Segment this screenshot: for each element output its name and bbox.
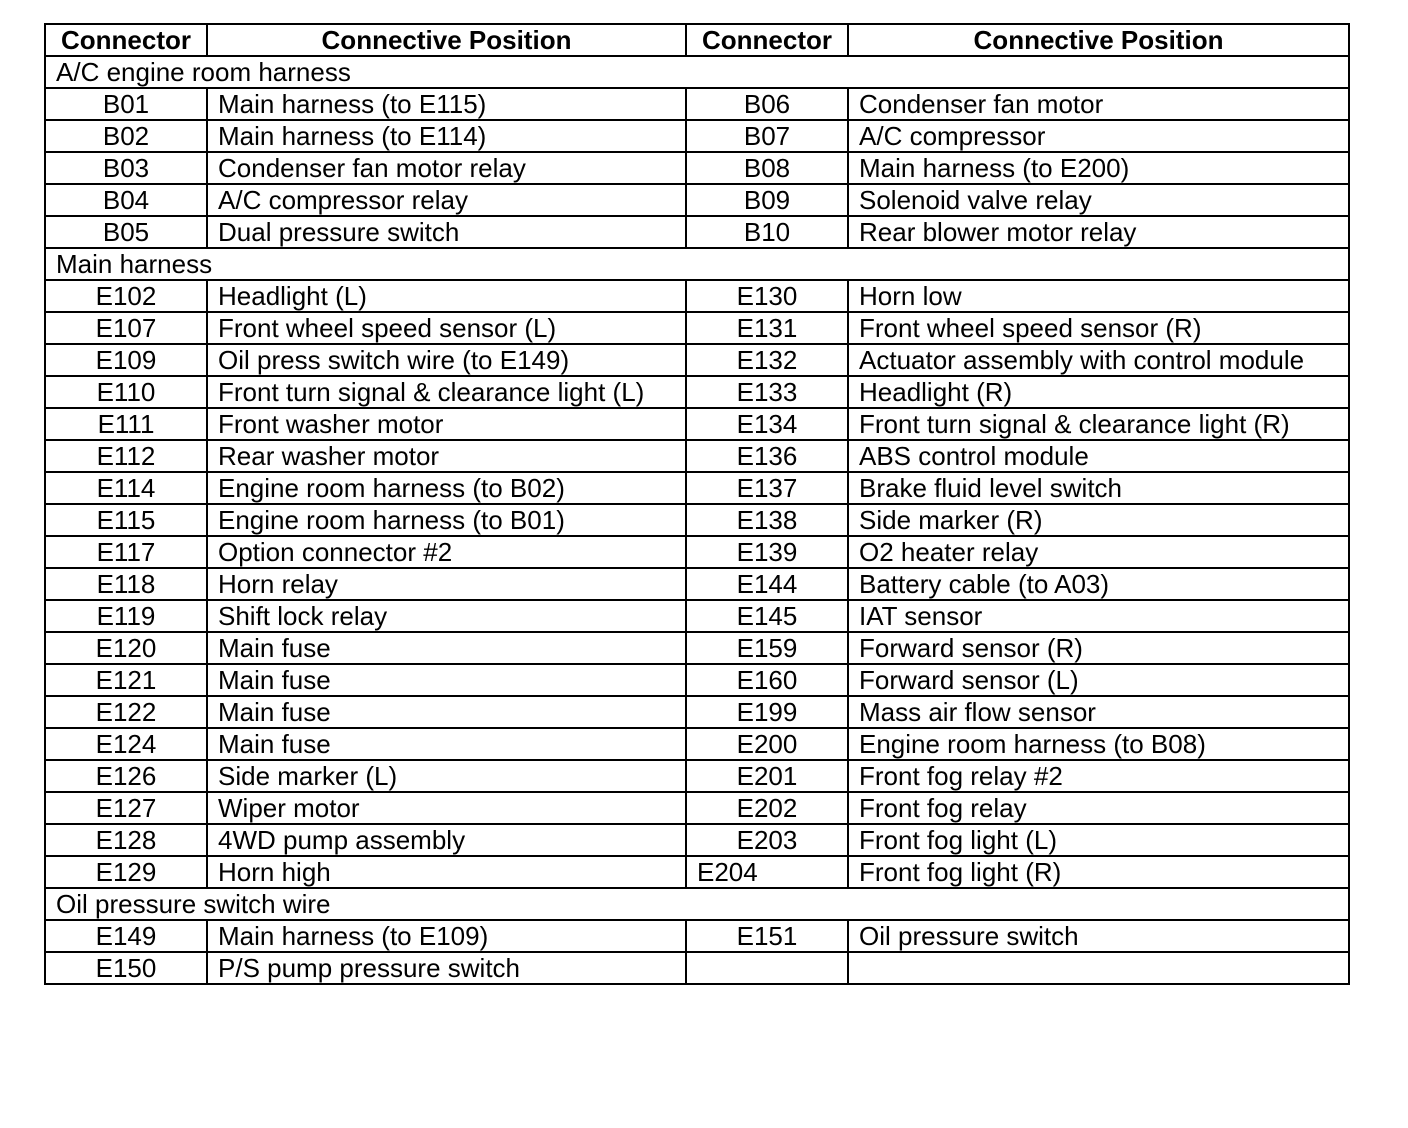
header-row (45, 24, 1349, 56)
connector-code: E127 (45, 792, 207, 824)
connector-code: E131 (686, 312, 848, 344)
table-row (45, 216, 1349, 248)
connective-position: Front fog relay (848, 792, 1349, 824)
table-row (45, 632, 1349, 664)
table-row (45, 728, 1349, 760)
connector-code: E110 (45, 376, 207, 408)
connective-position (848, 952, 1349, 984)
connective-position: Wiper motor (207, 792, 686, 824)
connective-position: Main fuse (207, 696, 686, 728)
connective-position: O2 heater relay (848, 536, 1349, 568)
table-row (45, 792, 1349, 824)
connector-code: E203 (686, 824, 848, 856)
connector-code: B02 (45, 120, 207, 152)
connective-position: Shift lock relay (207, 600, 686, 632)
connector-code: E107 (45, 312, 207, 344)
table-row (45, 920, 1349, 952)
connective-position: Engine room harness (to B01) (207, 504, 686, 536)
table-row (45, 504, 1349, 536)
connector-code: E150 (45, 952, 207, 984)
table-row (45, 120, 1349, 152)
connective-position: Front turn signal & clearance light (L) (207, 376, 686, 408)
table-row (45, 760, 1349, 792)
connective-position: Front fog relay #2 (848, 760, 1349, 792)
connective-position: Battery cable (to A03) (848, 568, 1349, 600)
table-row (45, 312, 1349, 344)
connector-code: E201 (686, 760, 848, 792)
connective-position: 4WD pump assembly (207, 824, 686, 856)
connector-code: E137 (686, 472, 848, 504)
connector-code: E130 (686, 280, 848, 312)
connector-code: B03 (45, 152, 207, 184)
connective-position: Headlight (R) (848, 376, 1349, 408)
connective-position: Front fog light (R) (848, 856, 1349, 888)
table-row (45, 472, 1349, 504)
connector-code: E124 (45, 728, 207, 760)
connective-position: Main fuse (207, 632, 686, 664)
connective-position: Dual pressure switch (207, 216, 686, 248)
connector-code: E133 (686, 376, 848, 408)
connector-code: B08 (686, 152, 848, 184)
connective-position: Front washer motor (207, 408, 686, 440)
header-connector-1: Connector (45, 24, 207, 56)
connector-code: E120 (45, 632, 207, 664)
connector-code: B10 (686, 216, 848, 248)
header-connective-position-2: Connective Position (848, 24, 1349, 56)
connector-code: E111 (45, 408, 207, 440)
connector-table (44, 23, 1350, 985)
connective-position: Main harness (to E200) (848, 152, 1349, 184)
connector-code: E132 (686, 344, 848, 376)
connective-position: Side marker (R) (848, 504, 1349, 536)
connective-position: Condenser fan motor (848, 88, 1349, 120)
connector-code: E121 (45, 664, 207, 696)
connector-code: E102 (45, 280, 207, 312)
table-row (45, 664, 1349, 696)
table-row (45, 600, 1349, 632)
connector-code: E202 (686, 792, 848, 824)
connector-code: E122 (45, 696, 207, 728)
connective-position: Engine room harness (to B02) (207, 472, 686, 504)
table-row (45, 536, 1349, 568)
section-row (45, 888, 1349, 920)
connector-code: E136 (686, 440, 848, 472)
connector-code (686, 952, 848, 984)
connective-position: Main harness (to E114) (207, 120, 686, 152)
connector-code: E144 (686, 568, 848, 600)
connective-position: Rear blower motor relay (848, 216, 1349, 248)
connective-position: Side marker (L) (207, 760, 686, 792)
connector-code: E119 (45, 600, 207, 632)
connector-code: E118 (45, 568, 207, 600)
connective-position: Horn relay (207, 568, 686, 600)
connector-code: E139 (686, 536, 848, 568)
table-row (45, 696, 1349, 728)
connective-position: Main fuse (207, 664, 686, 696)
connective-position: Condenser fan motor relay (207, 152, 686, 184)
connective-position: Headlight (L) (207, 280, 686, 312)
connector-code: B09 (686, 184, 848, 216)
connective-position: Rear washer motor (207, 440, 686, 472)
connective-position: P/S pump pressure switch (207, 952, 686, 984)
table-row (45, 376, 1349, 408)
connective-position: Horn high (207, 856, 686, 888)
connective-position: Main fuse (207, 728, 686, 760)
table-row (45, 152, 1349, 184)
connector-code: E199 (686, 696, 848, 728)
connector-code: B01 (45, 88, 207, 120)
connector-code: E109 (45, 344, 207, 376)
connective-position: Main harness (to E109) (207, 920, 686, 952)
connector-code: E112 (45, 440, 207, 472)
connective-position: A/C compressor relay (207, 184, 686, 216)
connective-position: Horn low (848, 280, 1349, 312)
table-row (45, 952, 1349, 984)
table-row (45, 184, 1349, 216)
connective-position: Main harness (to E115) (207, 88, 686, 120)
connector-code: B05 (45, 216, 207, 248)
section-title: Main harness (45, 248, 1349, 280)
connective-position: Front wheel speed sensor (R) (848, 312, 1349, 344)
table-body (45, 56, 1349, 984)
connective-position: Engine room harness (to B08) (848, 728, 1349, 760)
table-row (45, 824, 1349, 856)
connector-code: E115 (45, 504, 207, 536)
connector-code: B07 (686, 120, 848, 152)
section-row (45, 56, 1349, 88)
section-title: A/C engine room harness (45, 56, 1349, 88)
connector-code: B06 (686, 88, 848, 120)
connector-code: B04 (45, 184, 207, 216)
connective-position: Front wheel speed sensor (L) (207, 312, 686, 344)
connector-code: E114 (45, 472, 207, 504)
section-title: Oil pressure switch wire (45, 888, 1349, 920)
table-row (45, 856, 1349, 888)
connector-code: E145 (686, 600, 848, 632)
connective-position: A/C compressor (848, 120, 1349, 152)
table-row (45, 344, 1349, 376)
connector-code: E129 (45, 856, 207, 888)
header-connector-2: Connector (686, 24, 848, 56)
connective-position: Actuator assembly with control module (848, 344, 1349, 376)
connector-code: E200 (686, 728, 848, 760)
connective-position: Oil pressure switch (848, 920, 1349, 952)
connector-code: E160 (686, 664, 848, 696)
connector-code: E151 (686, 920, 848, 952)
table-row (45, 280, 1349, 312)
connector-code: E128 (45, 824, 207, 856)
connector-code: E134 (686, 408, 848, 440)
table-row (45, 408, 1349, 440)
section-row (45, 248, 1349, 280)
connector-code: E159 (686, 632, 848, 664)
connective-position: Brake fluid level switch (848, 472, 1349, 504)
connective-position: Option connector #2 (207, 536, 686, 568)
connector-code: E117 (45, 536, 207, 568)
connective-position: IAT sensor (848, 600, 1349, 632)
connector-code: E138 (686, 504, 848, 536)
header-connective-position-1: Connective Position (207, 24, 686, 56)
connective-position: Forward sensor (R) (848, 632, 1349, 664)
table-row (45, 568, 1349, 600)
connective-position: Mass air flow sensor (848, 696, 1349, 728)
connective-position: Front fog light (L) (848, 824, 1349, 856)
table-row (45, 88, 1349, 120)
connector-code: E204 (686, 856, 848, 888)
connective-position: Oil press switch wire (to E149) (207, 344, 686, 376)
connective-position: ABS control module (848, 440, 1349, 472)
connective-position: Front turn signal & clearance light (R) (848, 408, 1349, 440)
connector-code: E149 (45, 920, 207, 952)
table-row (45, 440, 1349, 472)
connective-position: Forward sensor (L) (848, 664, 1349, 696)
connector-code: E126 (45, 760, 207, 792)
connective-position: Solenoid valve relay (848, 184, 1349, 216)
